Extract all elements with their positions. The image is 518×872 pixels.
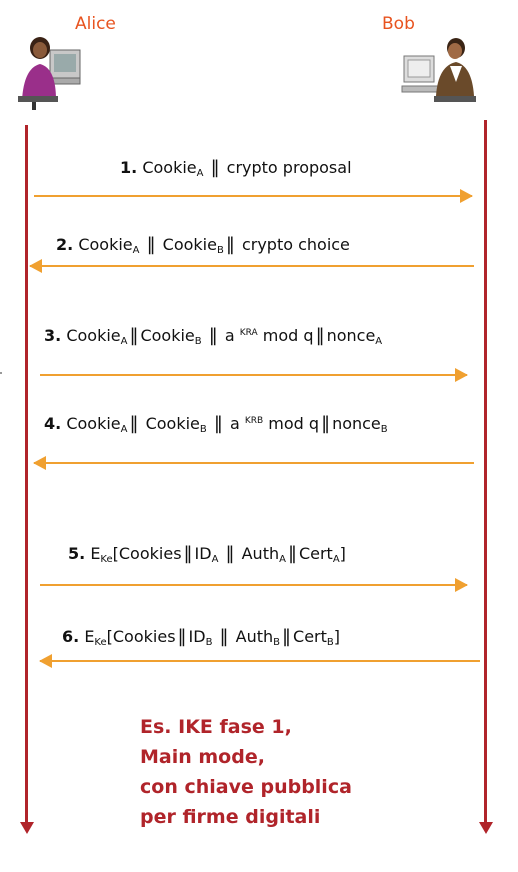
message-number: 1. [120,158,138,177]
message-2-arrow [30,265,474,267]
message-2-label: 2. Cookie$_A$ ‖ Cookie$_B$ ‖ crypto choice [56,234,350,256]
man-at-computer-icon [400,30,480,110]
message-number: 5. [68,544,86,563]
message-4-arrow [34,462,474,464]
caption-line: Main mode, [140,746,265,768]
message-5-label: 5. $E_{Ke}[Cookies$ ‖ $ID_A$ ‖ Auth$_A$ ‖ Cert$_A$] [68,543,346,565]
alice-label: Alice [75,14,116,34]
stray-mark [0,372,2,374]
alice-lifeline [25,125,28,825]
message-4-label: 4. Cookie$_A$ ‖ Cookie$_B$ ‖ a $^{KRB}$ mod q ‖ nonce$_B$ [44,413,388,435]
caption-line: per firme digitali [140,806,321,828]
woman-at-computer-icon [12,30,87,110]
caption-line: Es. IKE fase 1, [140,716,292,738]
message-5-arrow [40,584,467,586]
message-number: 4. [44,414,62,433]
message-1-label: 1. Cookie$_A$ ‖ crypto proposal [120,157,352,179]
message-number: 6. [62,627,80,646]
message-3-label: 3. Cookie$_A$ ‖ Cookie$_B$ ‖ a $^{KRA}$ mod q ‖ nonce$_A$ [44,325,383,347]
caption [140,712,352,832]
message-6-label: 6. $E_{Ke}[Cookies$ ‖ $ID_B$ ‖ Auth$_B$ ‖ Cert$_B$] [62,626,341,648]
message-3-arrow [40,374,467,376]
message-number: 2. [56,235,74,254]
message-number: 3. [44,326,62,345]
caption-line: con chiave pubblica [140,776,352,798]
bob-lifeline-arrowhead [479,822,493,834]
alice-lifeline-arrowhead [20,822,34,834]
message-1-arrow [34,195,472,197]
bob-label: Bob [382,14,415,34]
bob-lifeline [484,120,487,825]
message-6-arrow [40,660,480,662]
